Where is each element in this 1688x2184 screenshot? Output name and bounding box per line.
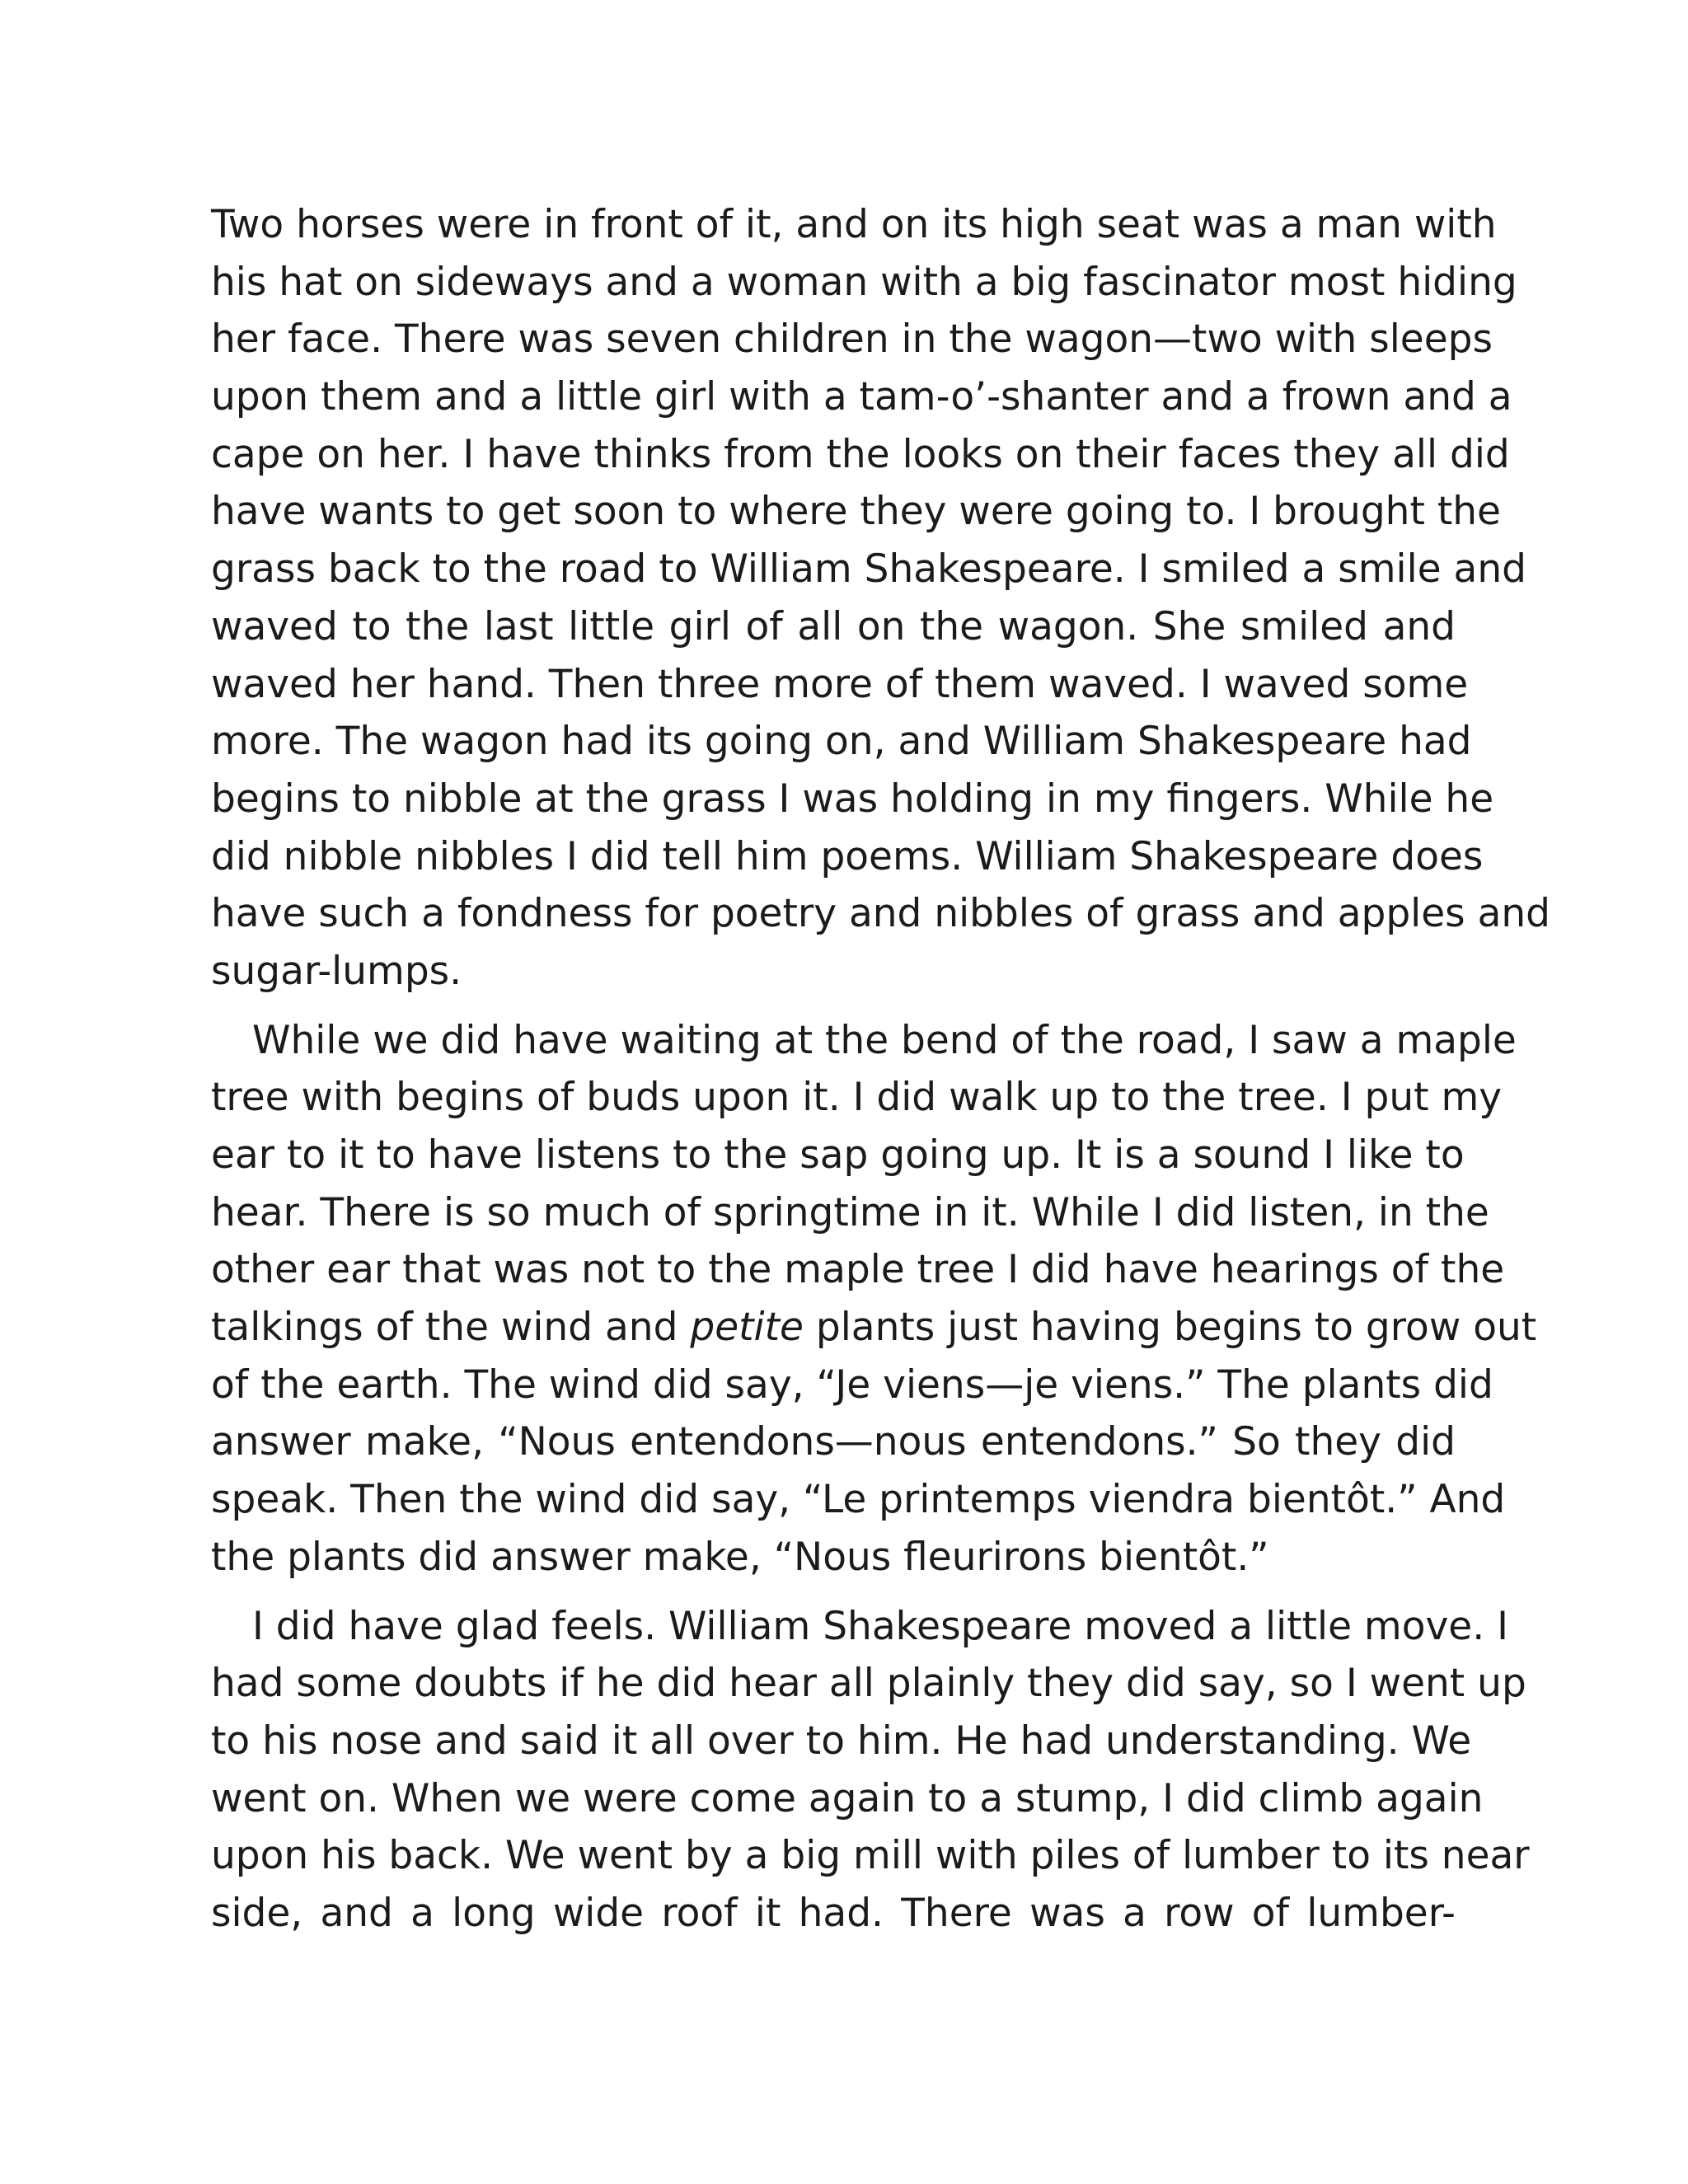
paragraph-2 <box>211 1012 1537 1586</box>
italic-word: petite <box>690 1305 804 1351</box>
text-line: speak. Then the wind did say, “Le printemps viendra bientôt.” And <box>211 1477 1506 1523</box>
text-line: answer make, “Nous entendons—nous entendons.” So they did <box>211 1419 1456 1465</box>
text-line: While we did have waiting at the bend of the road, I saw a maple <box>252 1017 1517 1063</box>
text-line: waved her hand. Then three more of them waved. I waved some <box>211 661 1469 707</box>
text-line: of the earth. The wind did say, “Je viens—je viens.” The plants did <box>211 1361 1493 1408</box>
paragraph-3 <box>211 1598 1530 1943</box>
text-line: upon them and a little girl with a tam-o’-shanter and a frown and a <box>211 374 1512 420</box>
text-line: begins to nibble at the grass I was holding in my fingers. While he <box>211 776 1494 822</box>
text-line: her face. There was seven children in the wagon—two with sleeps <box>211 316 1493 363</box>
book-page <box>211 196 1551 1943</box>
text-line: did nibble nibbles I did tell him poems. William Shakespeare does <box>211 833 1484 879</box>
text-segment: plants just having begins to grow out <box>803 1305 1537 1351</box>
text-line: tree with begins of buds upon it. I did walk up to the tree. I put my <box>211 1075 1503 1121</box>
text-line: his hat on sideways and a woman with a big fascinator most hiding <box>211 259 1517 305</box>
text-line: side, and a long wide roof it had. There was a row of lumber- <box>211 1890 1456 1936</box>
text-line: upon his back. We went by a big mill with piles of lumber to its near <box>211 1833 1530 1879</box>
text-line: to his nose and said it all over to him. He had understanding. We <box>211 1718 1472 1764</box>
text-line: sugar-lumps. <box>211 948 462 994</box>
text-line: ear to it to have listens to the sap going up. It is a sound I like to <box>211 1132 1465 1178</box>
text-line: have such a fondness for poetry and nibbles of grass and apples and <box>211 891 1551 937</box>
text-line <box>211 1299 1537 1357</box>
text-line: I did have glad feels. William Shakespeare moved a little move. I <box>252 1603 1508 1649</box>
text-line: the plants did answer make, “Nous fleurirons bientôt.” <box>211 1534 1269 1580</box>
text-line: hear. There is so much of springtime in it. While I did listen, in the <box>211 1189 1489 1235</box>
text-line: went on. When we were come again to a stump, I did climb again <box>211 1775 1484 1821</box>
text-line: grass back to the road to William Shakespeare. I smiled a smile and <box>211 546 1526 593</box>
text-line: more. The wagon had its going on, and William Shakespeare had <box>211 719 1472 765</box>
text-line: had some doubts if he did hear all plainly they did say, so I went up <box>211 1661 1526 1707</box>
text-line: cape on her. I have thinks from the looks on their faces they all did <box>211 431 1510 477</box>
text-segment: talkings of the wind and <box>211 1305 691 1351</box>
text-line: waved to the last little girl of all on the wagon. She smiled and <box>211 603 1456 649</box>
text-line: have wants to get soon to where they were going to. I brought the <box>211 489 1501 535</box>
text-line: other ear that was not to the maple tree I did have hearings of the <box>211 1247 1505 1293</box>
text-line: Two horses were in front of it, and on its high seat was a man with <box>211 202 1497 247</box>
paragraph-1 <box>211 196 1551 1001</box>
